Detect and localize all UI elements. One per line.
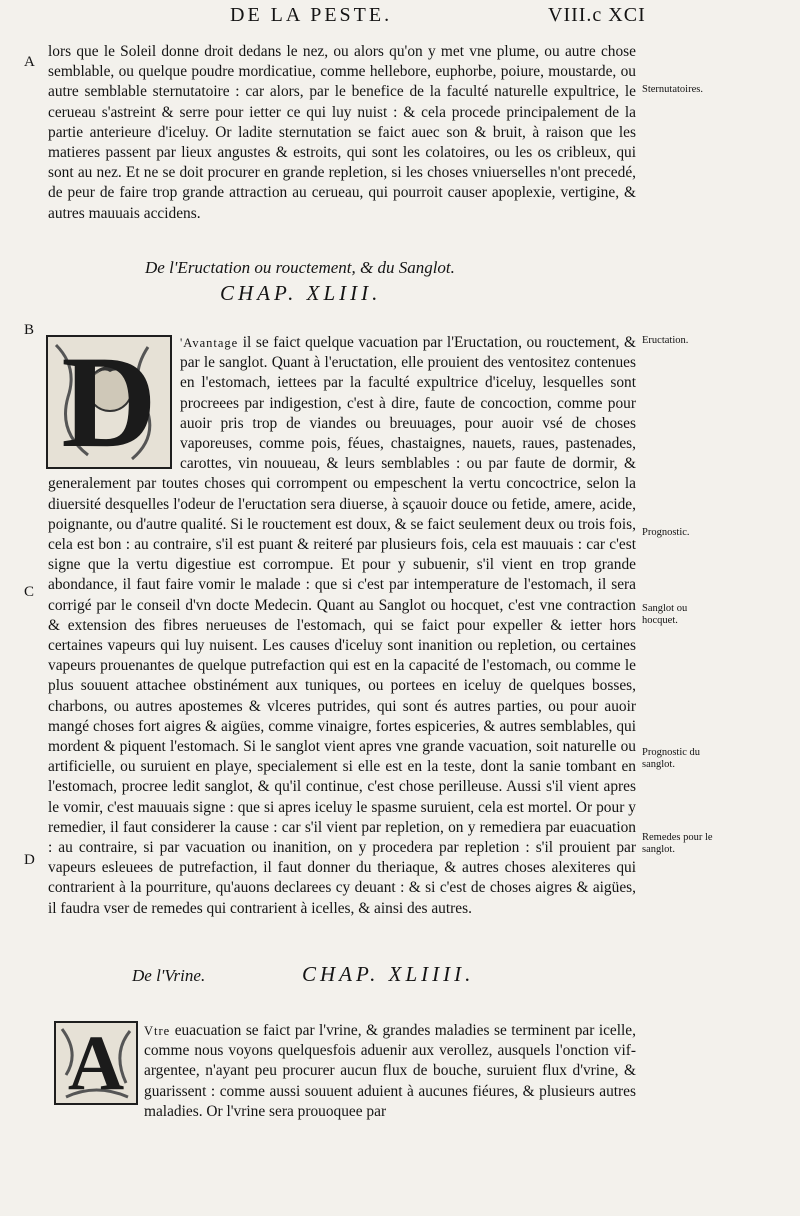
ornamental-initial-a (54, 1021, 138, 1105)
chapter-43-heading: CHAP. XLIII. (220, 281, 382, 305)
margin-note-prognostic-sanglot: Prognostic du sanglot. (642, 747, 701, 770)
margin-note-eructation: Eructation. (642, 335, 689, 346)
section-letter-c: C (24, 584, 35, 600)
body-text: euacuation se faict par l'vrine, & grandes maladies se terminent par icelle, comme nous voyons quelquesfois aduenir aux verollez, ausquels l'onction vif-argentee, n'ayant peu procurer aucun flux de bouche, suruient flux d'vrine, & guarissent : comme aussi souuent aduient à aucunes fiéures, & plusieurs autres maladies. Or l'vrine sera prouoquee par (144, 1022, 636, 1120)
lead-word: 'Avantage (180, 336, 239, 350)
chapter-43-body (48, 328, 636, 919)
paragraph-text: lors que le Soleil donne droit dedans le nez, ou alors qu'on y met vne plume, ou autre chose semblable, ou quelque poudre mordicatiue, comme hellebore, euphorbe, poiure, moustarde, ou autre semblable sternutatoire : car alors, par le benefice de la faculté naturelle expultrice, le cerueau s'astreint & serre pour ietter ce qui luy nuist : & cela procede principalement de la partie anterieure d'iceluy. Or ladite sternutation se faict auec son & bruit, à raison que les matieres passent par lieux angustes & estroits, qui sont les colatoires, ou les os cribleux, qui sont au nez. Et ne se doit procurer en grande repletion, si les choses vniuerselles n'ont precedé, de peur de faire trop grande attraction au cerueau, qui pourroit causer apoplexie, vertigine, & autres mauuais accidens. (48, 43, 636, 222)
chapter-44-heading: CHAP. XLIIII. (302, 962, 475, 986)
chapter-44-body (48, 1021, 636, 1122)
margin-note-sternutatoires: Sternutatoires. (642, 84, 703, 95)
margin-note-sanglot: Sanglot ou hocquet. (642, 603, 688, 626)
chapter-43-subtitle: De l'Eructation ou rouctement, & du Sanglot. (145, 258, 455, 277)
chapter-44-subtitle: De l'Vrine. (132, 966, 206, 985)
ornamental-initial-d (46, 328, 172, 475)
dropcap-letter: D (61, 328, 157, 475)
section-letter-d: D (24, 852, 35, 868)
body-text: il se faict quelque vacuation par l'Eructation, ou rouctement, & par le sanglot. Quant à l'eructation, elle prouient des ventositez contenues en l'estomach, iettees par la faculté expultrice d'iceluy, lesquelles sont procreees par indigestion, c'est à dire, faute de concoction, comme pour auoir pris trop de viandes ou breuuages, pour auoir vsé de choses vaporeuses, comme pois, féues, chastaignes, nauets, raues, pastenades, carottes, vin nouueau, & leurs semblables : ou par faute de dormir, & generalement par toutes choses qui corrompent ou empeschent la vertu concoctrice, selon la diuersité desquelles l'odeur de l'eructation sera diuerse, à sçauoir douce ou fetide, amere, acide, poignante, ou d'autre qualité. Si le rouctement est doux, & se faict seulement deux ou trois fois, cela est bon : au contraire, s'il est puant & reiteré par plusieurs fois, cela est mauuais : car c'est signe que la vertu digestiue est corrompue. Et pour y subuenir, s'il vient en trop grande abondance, il faut faire vomir le malade : que si c'est par intemperature de l'estomach, il sera corrigé par le conseil d'vn docte Medecin. Quant au Sanglot ou hocquet, c'est vne contraction & extension des fibres nerueuses de l'estomach, qui se faict pour expeller & ietter hors certaines vapeurs qui luy nuisent. Les causes d'iceluy sont inanition ou repletion, ou certaines vapeurs prouenantes de quelque putrefaction qui est en la capacité de l'estomach, ou comme le plus souuent attachee obstinément aux tuniques, ou portees en iceluy de quelques bosses, charbons, ou autres apostemes & vlceres putrides, qui sont és autres parties, ou pour auoir mangé choses fort aigres & aigües, comme vinaigre, fortes espiceries, & autres semblables, qui mordent & piquent l'estomach. Si le sanglot vient apres vne grande vacuation, soit naturelle ou artificielle, ou suruient en playe, specialement si elle est en la teste, dont la sanie tombant en l'estomach, procree ledit sanglot, & qu'il continue, c'est chose perilleuse. Aussi s'il vient apres le vomir, c'est mauuais signe : que si apres iceluy le spasme suruient, cela est mortel. Or pour y remedier, il faut considerer la cause : car s'il vient par repletion, on y remediera par euacuation : au contraire, si par vacuation ou inanition, on y procedera par repletion : s'il prouient par vapeurs esleuees de putrefaction, il faut donner du theriaque, & autres choses alexiteres qui contrarient à la pourriture, qu'auons declarees cy deuant : & si c'est de choses aigres & aigües, il faudra vser de remedes qui contrarient à icelles, & ainsi des autres. (48, 334, 636, 917)
margin-note-prognostic: Prognostic. (642, 527, 690, 538)
folio-number: VIII.c XCI (548, 4, 646, 26)
section-letter-a: A (24, 54, 35, 70)
dropcap-letter: A (67, 1019, 125, 1106)
margin-note-remedes: Remedes pour le sanglot. (642, 832, 713, 855)
paragraph-sternutation (48, 42, 636, 224)
running-title: DE LA PESTE. (230, 4, 393, 26)
section-letter-b: B (24, 322, 35, 338)
lead-word: Vtre (144, 1024, 171, 1038)
